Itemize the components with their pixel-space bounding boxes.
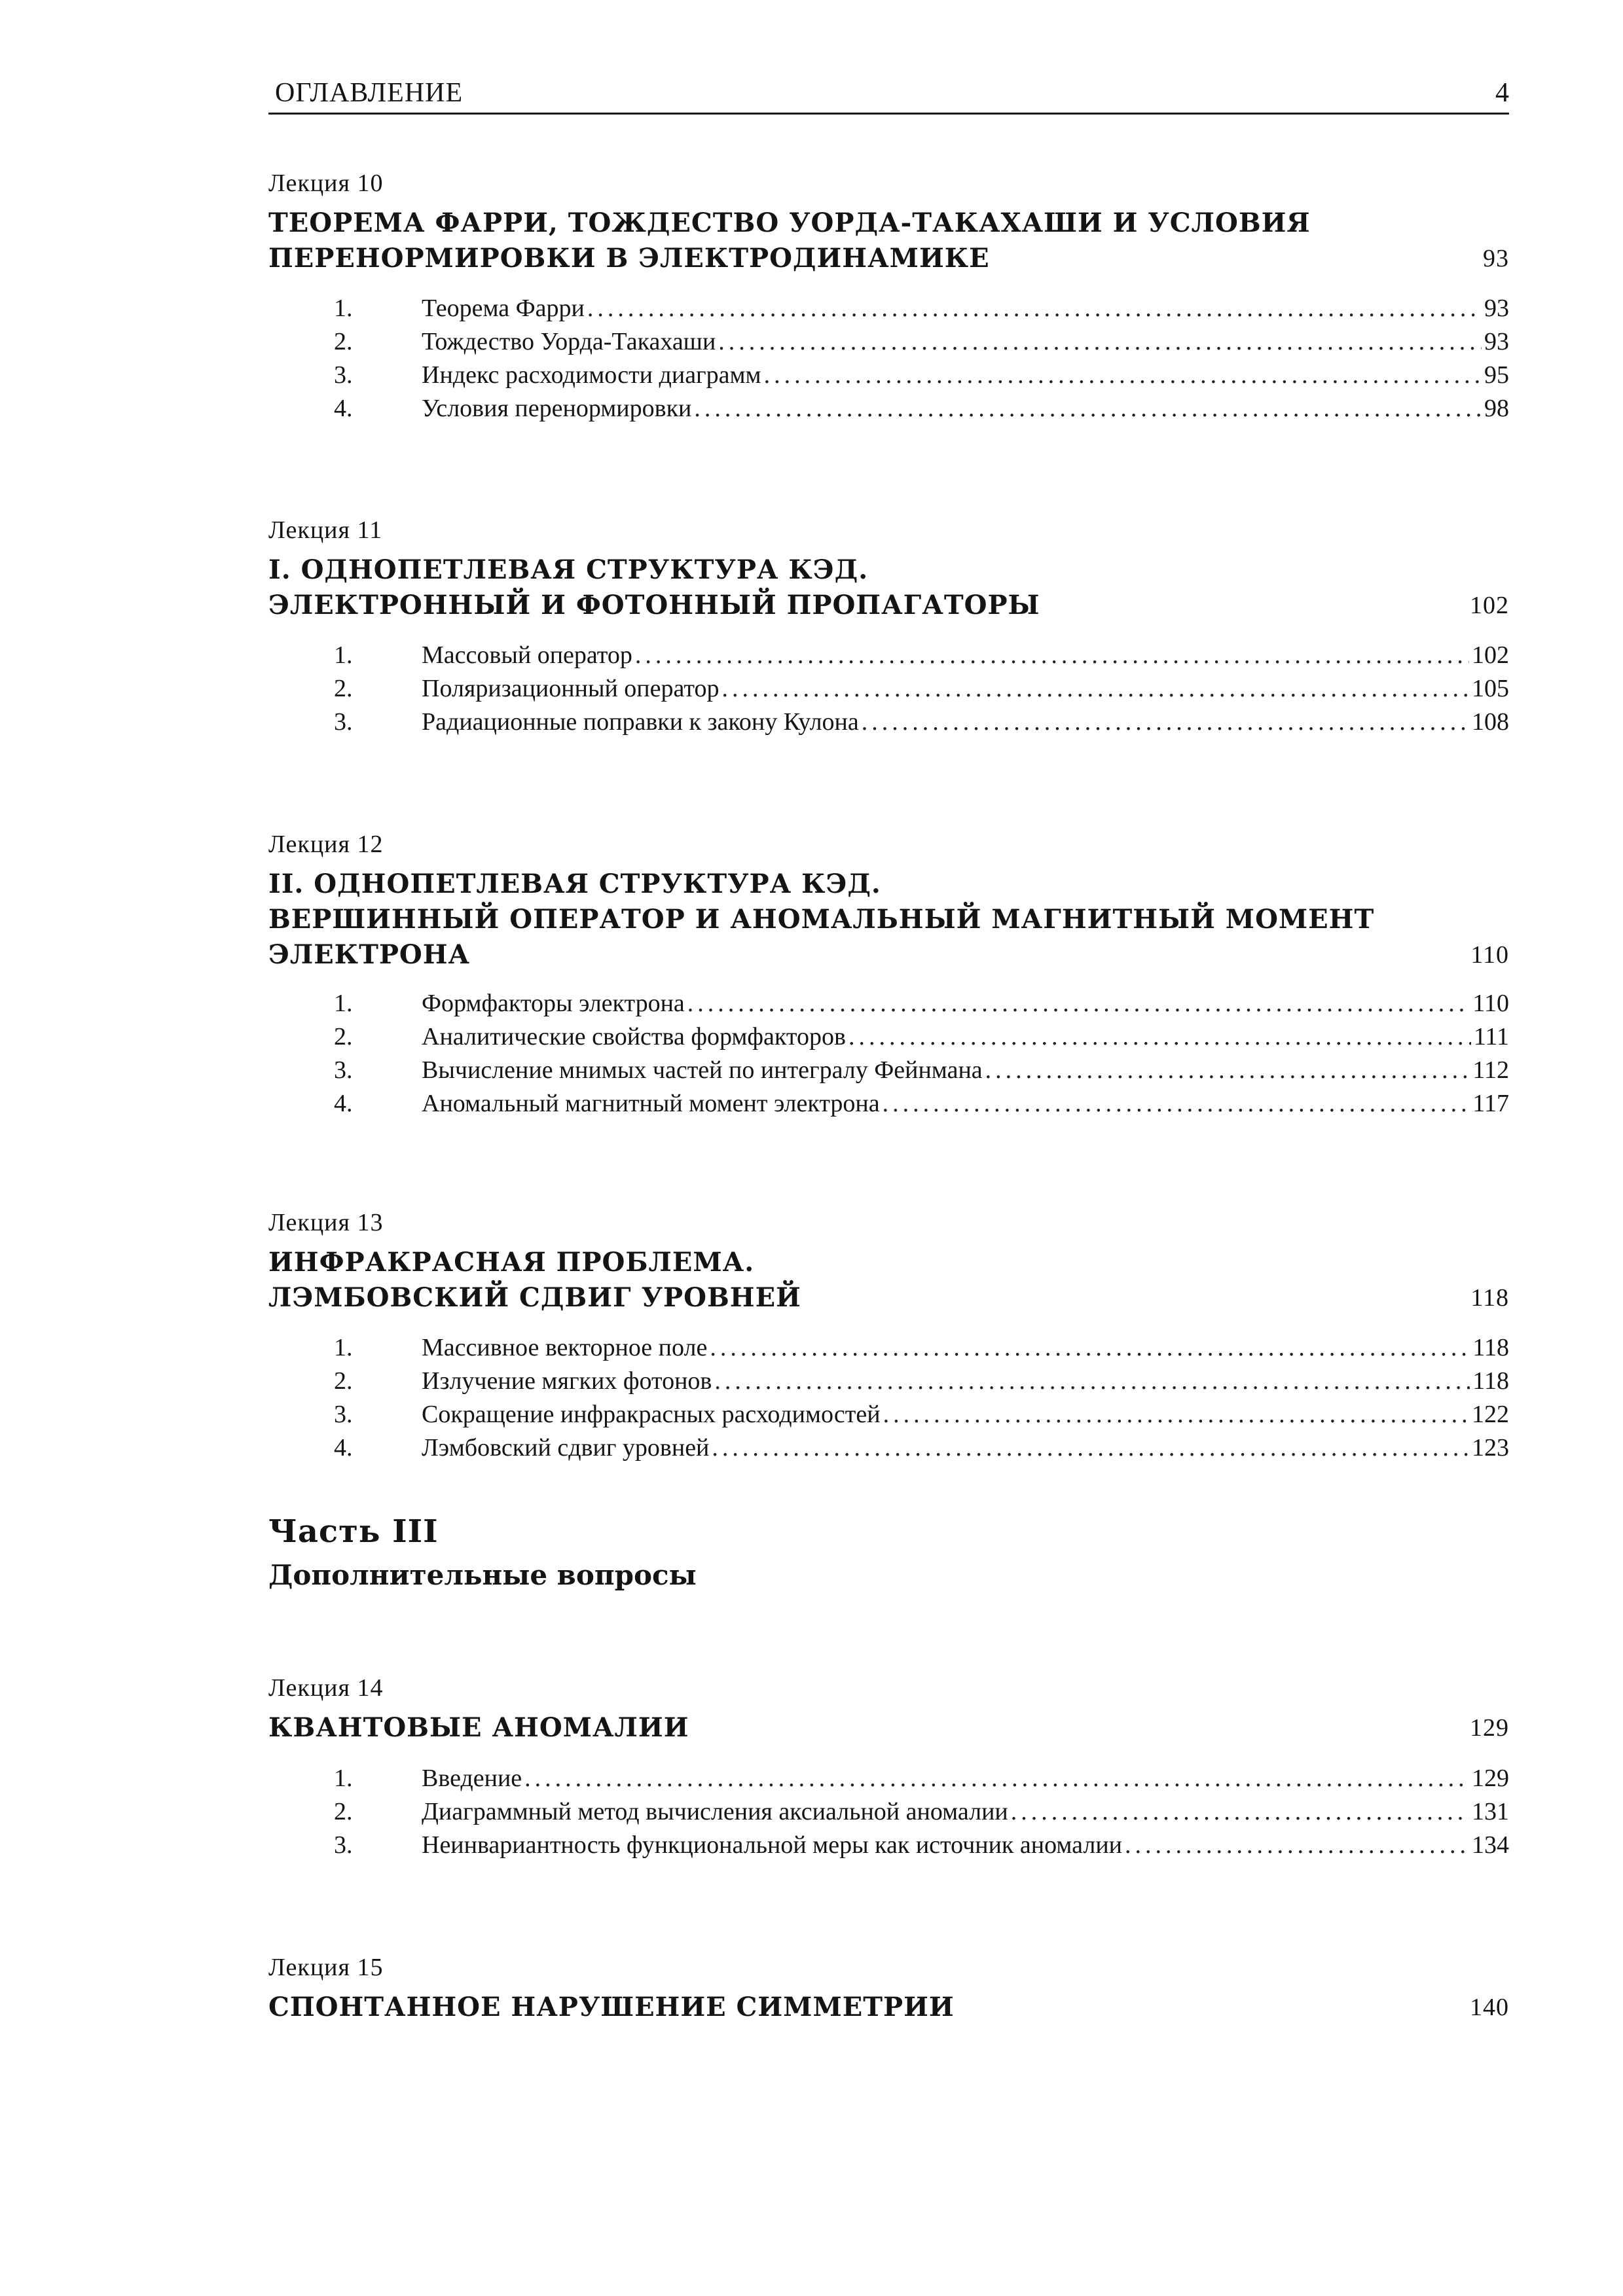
toc-entry-page: 122: [1472, 1401, 1509, 1428]
toc-entry-number: 3.: [334, 1056, 353, 1084]
toc-entry[interactable]: [268, 1087, 1509, 1121]
lecture-title[interactable]: [268, 206, 1509, 276]
toc-entry-text: Вычисление мнимых частей по интегралу Фейнмана: [422, 1056, 983, 1084]
leader-dots: [712, 1431, 1469, 1465]
lecture-title-line: КВАНТОВЫЕ АНОМАЛИИ: [268, 1712, 689, 1743]
lecture-page-number: 110: [1470, 941, 1509, 969]
toc-list-lecture-14: [268, 1762, 1509, 1862]
leader-dots: [862, 706, 1469, 739]
toc-entry-number: 4.: [334, 1434, 353, 1462]
lecture-title-line: СПОНТАННОЕ НАРУШЕНИЕ СИММЕТРИИ: [268, 1992, 955, 2022]
toc-entry[interactable]: [268, 987, 1509, 1020]
toc-entry-text: Диаграммный метод вычисления аксиальной аномалии: [422, 1798, 1008, 1825]
leader-dots: [1011, 1795, 1469, 1829]
toc-entry-page: 95: [1484, 361, 1509, 389]
toc-list-lecture-11: [268, 639, 1509, 739]
lecture-title[interactable]: [268, 1245, 1509, 1316]
toc-entry-number: 1.: [334, 295, 353, 322]
toc-entry-number: 2.: [334, 1798, 353, 1825]
toc-entry-text: Радиационные поправки к закону Кулона: [422, 708, 859, 736]
leader-dots: [722, 672, 1470, 706]
lecture-title[interactable]: [268, 867, 1509, 973]
leader-dots: [1125, 1829, 1469, 1862]
toc-entry-number: 2.: [334, 1367, 353, 1395]
toc-entry-page: 118: [1472, 1367, 1509, 1395]
toc-entry-number: 1.: [334, 641, 353, 669]
header-title: ОГЛАВЛЕНИЕ: [275, 78, 464, 108]
toc-entry-number: 3.: [334, 361, 353, 389]
toc-entry[interactable]: [268, 1398, 1509, 1431]
toc-list-lecture-13: [268, 1331, 1509, 1465]
lecture-page-number: 140: [1470, 1994, 1509, 2021]
lecture-title-line: ТЕОРЕМА ФАРРИ, ТОЖДЕСТВО УОРДА-ТАКАХАШИ И УСЛОВИЯ: [268, 207, 1311, 238]
lecture-title[interactable]: [268, 1990, 1509, 2025]
leader-dots: [587, 292, 1482, 325]
toc-entry[interactable]: [268, 1762, 1509, 1795]
toc-list-lecture-12: [268, 987, 1509, 1121]
lecture-page-number: 129: [1470, 1714, 1509, 1742]
leader-dots: [764, 359, 1482, 392]
toc-entry-page: 123: [1472, 1434, 1509, 1462]
toc-entry-number: 3.: [334, 1831, 353, 1859]
lecture-title-line: ЭЛЕКТРОНА: [268, 939, 471, 970]
leader-dots: [985, 1054, 1470, 1087]
toc-entry-page: 108: [1472, 708, 1509, 736]
toc-entry-page: 129: [1472, 1765, 1509, 1792]
leader-dots: [687, 987, 1470, 1020]
leader-dots: [635, 639, 1469, 672]
part-title: Часть III: [268, 1513, 439, 1550]
lecture-title-line: II. ОДНОПЕТЛЕВАЯ СТРУКТУРА КЭД.: [268, 869, 881, 899]
toc-entry[interactable]: [268, 1829, 1509, 1862]
toc-entry[interactable]: [268, 1431, 1509, 1465]
leader-dots: [714, 1365, 1470, 1398]
leader-dots: [524, 1762, 1469, 1795]
toc-entry[interactable]: [268, 706, 1509, 739]
toc-entry-text: Массовый оператор: [422, 641, 632, 669]
toc-entry-text: Неинвариантность функциональной меры как источник аномалии: [422, 1831, 1122, 1859]
toc-entry[interactable]: [268, 672, 1509, 706]
toc-entry-number: 2.: [334, 1023, 353, 1050]
lecture-page-number: 118: [1470, 1284, 1509, 1312]
toc-entry-page: 131: [1472, 1798, 1509, 1825]
toc-entry-page: 105: [1472, 675, 1509, 702]
toc-list-lecture-10: [268, 292, 1509, 425]
toc-entry-text: Поляризационный оператор: [422, 675, 720, 702]
toc-entry[interactable]: [268, 292, 1509, 325]
toc-entry-text: Аномальный магнитный момент электрона: [422, 1090, 880, 1117]
toc-entry[interactable]: [268, 1020, 1509, 1054]
header-page-number: 4: [1495, 78, 1509, 108]
toc-entry[interactable]: [268, 639, 1509, 672]
toc-entry-number: 4.: [334, 395, 353, 422]
leader-dots: [694, 392, 1482, 425]
leader-dots: [848, 1020, 1471, 1054]
toc-entry-text: Лэмбовский сдвиг уровней: [422, 1434, 710, 1462]
lecture-title-line: ЛЭМБОВСКИЙ СДВИГ УРОВНЕЙ: [268, 1282, 801, 1313]
document-page: [268, 0, 1509, 2296]
toc-entry-page: 117: [1472, 1090, 1509, 1117]
toc-entry-text: Индекс расходимости диаграмм: [422, 361, 761, 389]
toc-entry[interactable]: [268, 1795, 1509, 1829]
toc-entry-page: 93: [1484, 295, 1509, 322]
toc-entry-text: Введение: [422, 1765, 522, 1792]
toc-entry-page: 102: [1472, 641, 1509, 669]
toc-entry-page: 98: [1484, 395, 1509, 422]
lecture-title-line: ЭЛЕКТРОННЫЙ И ФОТОННЫЙ ПРОПАГАТОРЫ: [268, 590, 1040, 620]
lecture-title-line: ВЕРШИННЫЙ ОПЕРАТОР И АНОМАЛЬНЫЙ МАГНИТНЫЙ МОМЕНТ: [268, 904, 1375, 935]
toc-entry-page: 134: [1472, 1831, 1509, 1859]
toc-entry-number: 1.: [334, 1765, 353, 1792]
lecture-label: Лекция 14: [268, 1674, 384, 1702]
toc-entry[interactable]: [268, 1054, 1509, 1087]
toc-entry-text: Условия перенормировки: [422, 395, 692, 422]
toc-entry-number: 2.: [334, 675, 353, 702]
lecture-label: Лекция 10: [268, 170, 384, 197]
toc-entry[interactable]: [268, 359, 1509, 392]
lecture-page-number: 102: [1470, 592, 1509, 619]
lecture-title-line: ИНФРАКРАСНАЯ ПРОБЛЕМА.: [268, 1247, 755, 1278]
toc-entry-number: 1.: [334, 1334, 353, 1361]
toc-entry-number: 3.: [334, 708, 353, 736]
lecture-label: Лекция 13: [268, 1209, 384, 1236]
lecture-label: Лекция 15: [268, 1954, 384, 1981]
toc-entry[interactable]: [268, 1331, 1509, 1365]
lecture-title[interactable]: [268, 1710, 1509, 1746]
lecture-title-line: ПЕРЕНОРМИРОВКИ В ЭЛЕКТРОДИНАМИКЕ: [268, 243, 990, 274]
toc-entry-text: Излучение мягких фотонов: [422, 1367, 712, 1395]
lecture-label: Лекция 12: [268, 831, 384, 858]
toc-entry-number: 3.: [334, 1401, 353, 1428]
lecture-title[interactable]: [268, 552, 1509, 623]
toc-entry-number: 4.: [334, 1090, 353, 1117]
toc-entry-text: Сокращение инфракрасных расходимостей: [422, 1401, 881, 1428]
toc-entry-text: Теорема Фарри: [422, 295, 585, 322]
toc-entry[interactable]: [268, 392, 1509, 425]
leader-dots: [718, 325, 1482, 359]
toc-entry[interactable]: [268, 325, 1509, 359]
toc-entry-text: Формфакторы электрона: [422, 990, 685, 1017]
toc-entry-page: 110: [1472, 990, 1509, 1017]
toc-entry-number: 2.: [334, 328, 353, 355]
toc-entry-text: Аналитические свойства формфакторов: [422, 1023, 846, 1050]
toc-entry-page: 93: [1484, 328, 1509, 355]
leader-dots: [883, 1087, 1470, 1121]
toc-entry-page: 111: [1473, 1023, 1509, 1050]
part-subtitle: Дополнительные вопросы: [268, 1559, 697, 1591]
running-header: [268, 71, 1509, 115]
lecture-title-line: I. ОДНОПЕТЛЕВАЯ СТРУКТУРА КЭД.: [268, 554, 869, 585]
leader-dots: [710, 1331, 1470, 1365]
toc-entry-page: 118: [1472, 1334, 1509, 1361]
toc-entry-text: Массивное векторное поле: [422, 1334, 708, 1361]
toc-entry-number: 1.: [334, 990, 353, 1017]
toc-entry[interactable]: [268, 1365, 1509, 1398]
toc-entry-text: Тождество Уорда-Такахаши: [422, 328, 716, 355]
toc-entry-page: 112: [1472, 1056, 1509, 1084]
lecture-page-number: 93: [1483, 245, 1509, 272]
part-heading[interactable]: [268, 1513, 697, 1591]
lecture-label: Лекция 11: [268, 516, 383, 544]
leader-dots: [883, 1398, 1469, 1431]
